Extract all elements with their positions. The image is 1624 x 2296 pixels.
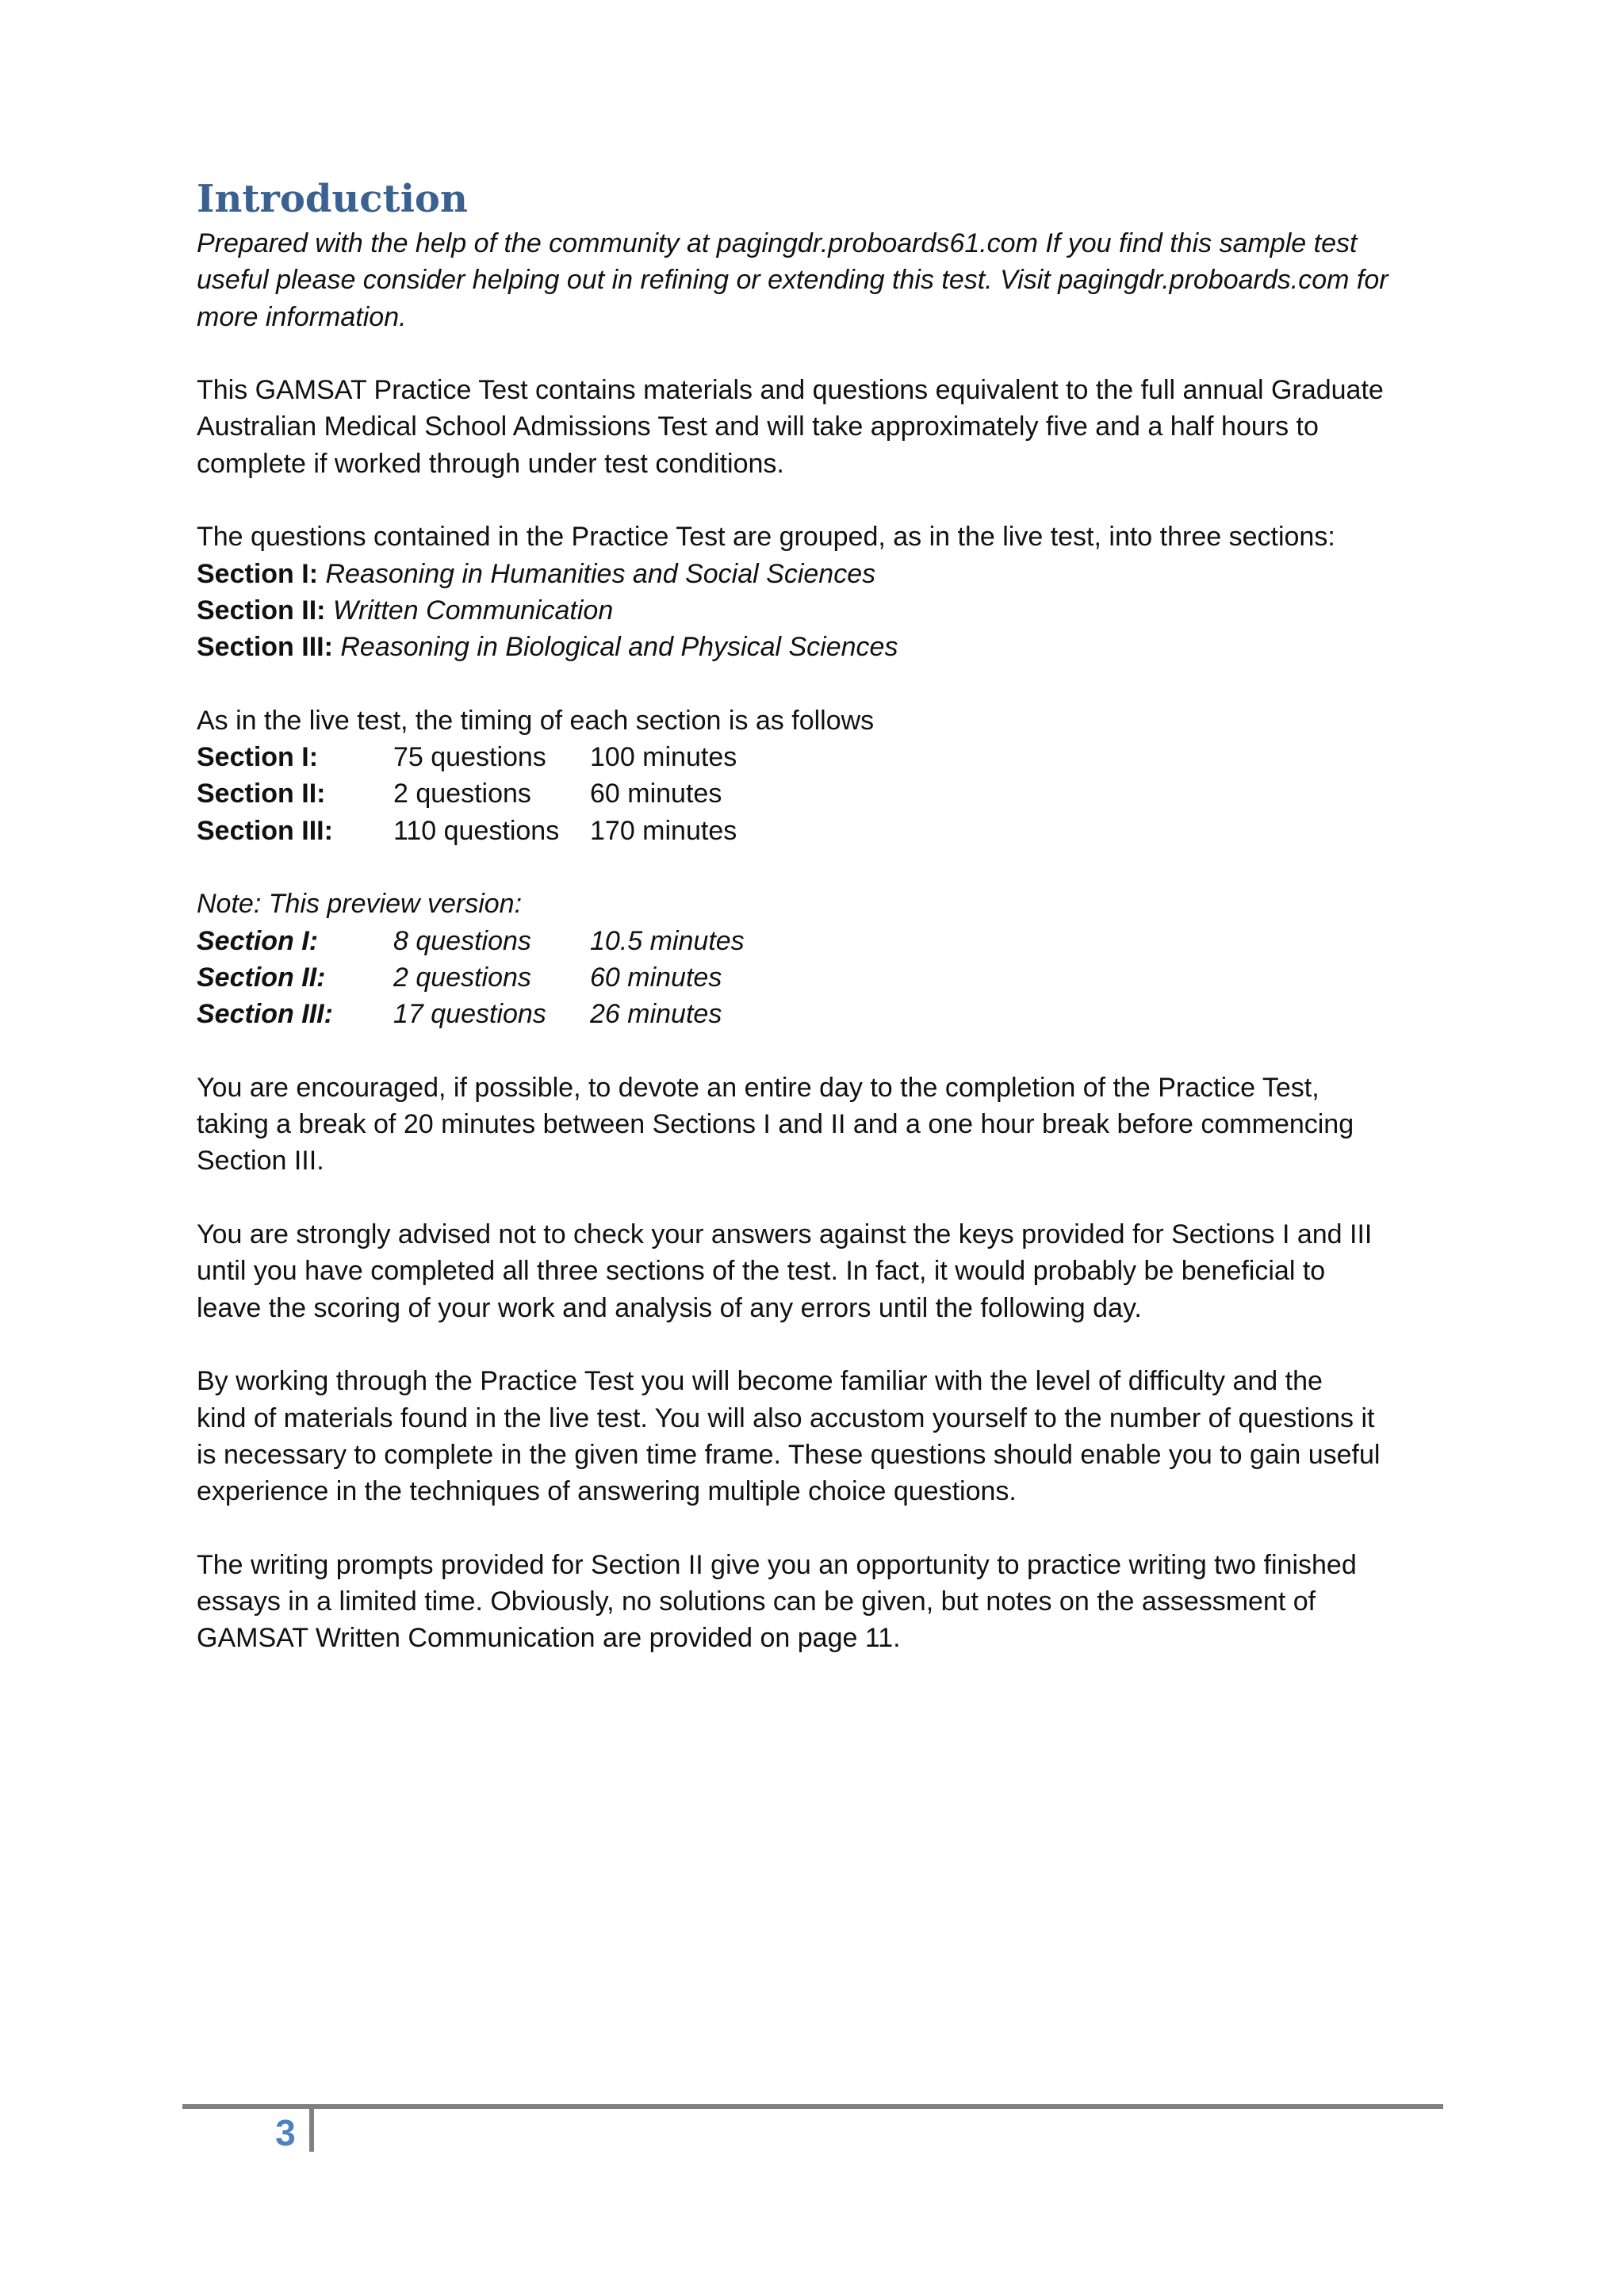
timing-label: Section I: bbox=[197, 742, 319, 773]
text-line: taking a break of 20 minutes between Sections I and II and a one hour break before commencing bbox=[197, 1109, 1354, 1140]
page-content bbox=[197, 173, 1434, 1693]
text-line: You are encouraged, if possible, to devote an entire day to the completion of the Practice Test, bbox=[197, 1072, 1320, 1103]
text-line: more information. bbox=[197, 301, 407, 332]
sections-intro: The questions contained in the Practice Test are grouped, as in the live test, into three sections: bbox=[197, 522, 1335, 553]
text-line: By working through the Practice Test you will become familiar with the level of difficulty and the bbox=[197, 1366, 1323, 1397]
text-line: Section III. bbox=[197, 1146, 324, 1177]
section-label: Section I: bbox=[197, 558, 319, 589]
timing-questions: 110 questions bbox=[393, 815, 560, 846]
text-line: You are strongly advised not to check your answers against the keys provided for Sections I and III bbox=[197, 1219, 1373, 1250]
page-title: Introduction bbox=[197, 177, 468, 221]
preview-row bbox=[197, 996, 1434, 1032]
footer-divider bbox=[182, 2104, 1443, 2109]
sections-list bbox=[197, 519, 1434, 665]
section-item bbox=[197, 629, 1434, 665]
section-item bbox=[197, 556, 1434, 592]
section-label: Section III: bbox=[197, 632, 333, 663]
timing-minutes: 170 minutes bbox=[590, 815, 737, 846]
text-line: GAMSAT Written Communication are provided on page 11. bbox=[197, 1623, 901, 1654]
timing-questions: 75 questions bbox=[393, 742, 546, 773]
section-item bbox=[197, 592, 1434, 629]
text-line: is necessary to complete in the given time frame. These questions should enable you to gain useful bbox=[197, 1439, 1381, 1470]
overview-paragraph bbox=[197, 372, 1434, 482]
timing-label: Section III: bbox=[197, 815, 333, 846]
timing-intro-row bbox=[197, 702, 1434, 739]
full-day-paragraph bbox=[197, 1070, 1434, 1180]
preview-label: Section III: bbox=[197, 999, 333, 1030]
text-line: Australian Medical School Admissions Test and will take approximately five and a half hours to bbox=[197, 411, 1319, 442]
text-line: until you have completed all three sections of the test. In fact, it would probably be beneficial to bbox=[197, 1256, 1326, 1287]
timing-intro: As in the live test, the timing of each section is as follows bbox=[197, 705, 875, 736]
text-line: useful please consider helping out in refining or extending this test. Visit pagingdr.proboards.com for bbox=[197, 265, 1388, 296]
text-line: The writing prompts provided for Section II give you an opportunity to practice writing two finished bbox=[197, 1549, 1357, 1580]
timing-minutes: 60 minutes bbox=[590, 779, 722, 809]
preview-row bbox=[197, 923, 1434, 959]
preview-label: Section I: bbox=[197, 925, 319, 956]
footer-vertical-bar bbox=[309, 2107, 314, 2152]
preview-timing-table bbox=[197, 886, 1434, 1032]
text-line: leave the scoring of your work and analysis of any errors until the following day. bbox=[197, 1292, 1142, 1323]
timing-label: Section II: bbox=[197, 779, 326, 809]
preview-questions: 8 questions bbox=[393, 925, 531, 956]
preview-minutes: 26 minutes bbox=[590, 999, 722, 1030]
timing-row bbox=[197, 775, 1434, 812]
timing-row bbox=[197, 813, 1434, 849]
timing-table bbox=[197, 702, 1434, 849]
preview-questions: 17 questions bbox=[393, 999, 546, 1030]
community-note bbox=[197, 225, 1434, 335]
section-name: Written Communication bbox=[332, 595, 614, 626]
section-label: Section II: bbox=[197, 595, 326, 626]
preview-minutes: 60 minutes bbox=[590, 962, 722, 993]
text-line: kind of materials found in the live test. You will also accustom yourself to the number of questions it bbox=[197, 1402, 1375, 1433]
preview-label: Section II: bbox=[197, 962, 326, 993]
preview-intro: Note: This preview version: bbox=[197, 889, 523, 920]
timing-questions: 2 questions bbox=[393, 779, 531, 809]
section-name: Reasoning in Humanities and Social Sciences bbox=[325, 558, 876, 589]
preview-minutes: 10.5 minutes bbox=[590, 925, 745, 956]
text-line: complete if worked through under test conditions. bbox=[197, 448, 784, 479]
timing-row bbox=[197, 739, 1434, 775]
text-line: experience in the techniques of answering multiple choice questions. bbox=[197, 1476, 1017, 1507]
preview-intro-row bbox=[197, 886, 1434, 922]
timing-minutes: 100 minutes bbox=[590, 742, 737, 773]
text-line: essays in a limited time. Obviously, no solutions can be given, but notes on the assessment of bbox=[197, 1586, 1316, 1617]
preview-row bbox=[197, 959, 1434, 996]
advice-paragraph bbox=[197, 1216, 1434, 1326]
writing-paragraph bbox=[197, 1547, 1434, 1657]
text-line: Prepared with the help of the community at pagingdr.proboards61.com If you find this sample test bbox=[197, 228, 1358, 258]
section-name: Reasoning in Biological and Physical Sciences bbox=[340, 632, 898, 663]
page-number: 3 bbox=[275, 2112, 296, 2153]
familiarity-paragraph bbox=[197, 1363, 1434, 1510]
preview-questions: 2 questions bbox=[393, 962, 531, 993]
text-line: This GAMSAT Practice Test contains materials and questions equivalent to the full annual Graduate bbox=[197, 375, 1384, 406]
